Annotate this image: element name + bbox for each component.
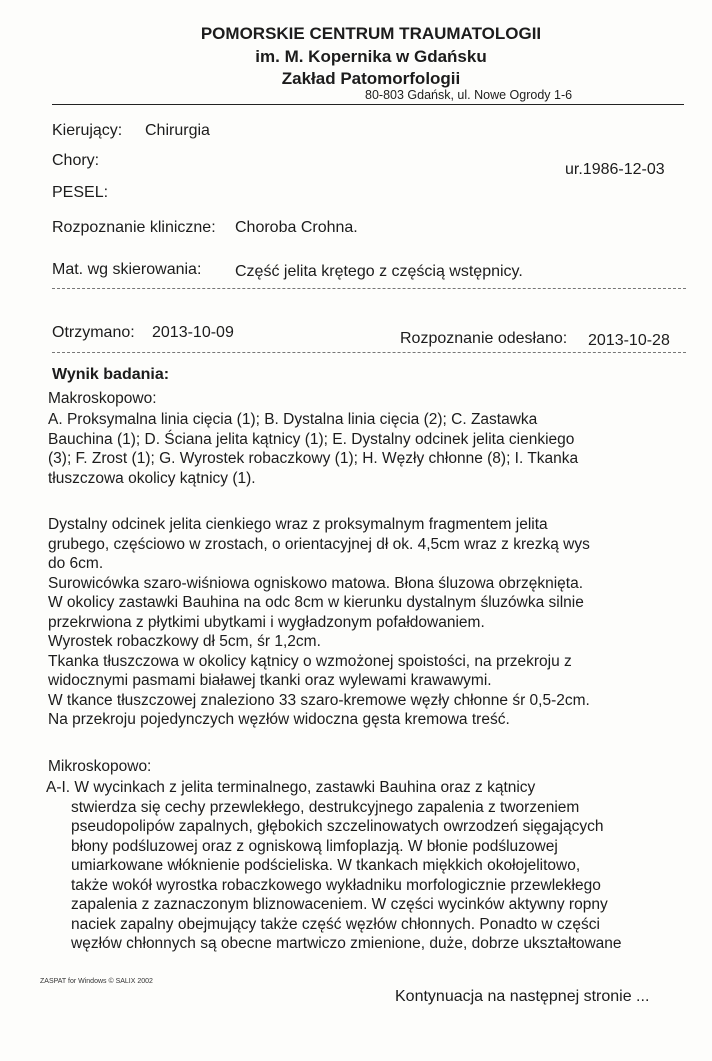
header-address: 80-803 Gdańsk, ul. Nowe Ogrody 1-6 (365, 88, 573, 102)
header-rule (52, 104, 684, 105)
header-line-1: POMORSKIE CENTRUM TRAUMATOLOGII (200, 24, 542, 43)
makro-desc-line: W tkance tłuszczowej znaleziono 33 szaro-kremowe węzły chłonne śr 0,5-2cm. (48, 691, 590, 709)
otrzymano-value: 2013-10-09 (152, 324, 234, 341)
makro-desc-line: Na przekroju pojedynczych węzłów widoczna gęsta kremowa treść. (48, 711, 510, 728)
pesel-label: PESEL: (52, 184, 109, 201)
rozpoznanie-kliniczne-label: Rozpoznanie kliniczne: (52, 219, 216, 236)
makro-list-line: A. Proksymalna linia cięcia (1); B. Dystalna linia cięcia (2); C. Zastawka (48, 411, 538, 428)
makro-desc-line: przekrwiona z płytkimi ubytkami i wygładzonym pofałdowaniem. (48, 613, 485, 631)
makro-desc-line: Tkanka tłuszczowa w okolicy kątnicy o wzmożonej spoistości, na przekroju z (48, 652, 572, 670)
birth-date: ur.1986-12-03 (565, 161, 665, 178)
material-rule (52, 288, 686, 289)
makro-desc-line: Surowicówka szaro-wiśniowa ogniskowo matowa. Błona śluzowa obrzęknięta. (48, 574, 583, 592)
mikro-heading: Mikroskopowo: (48, 758, 152, 775)
continuation-note: Kontynuacja na następnej stronie ... (395, 988, 650, 1005)
result-title: Wynik badania: (52, 366, 170, 383)
material-value: Część jelita krętego z częścią wstępnicy. (235, 263, 523, 280)
kierujacy-label: Kierujący: (52, 122, 123, 139)
makro-list (48, 410, 578, 488)
dates-rule (52, 352, 686, 353)
chory-label: Chory: (52, 152, 100, 169)
header-line-3: Zakład Patomorfologii (281, 69, 461, 88)
makro-list-line: Bauchina (1); D. Ściana jelita kątnicy (1); E. Dystalny odcinek jelita cienkiego (48, 430, 575, 448)
mikro-line: także wokół wyrostka robaczkowego wykładniku morfologicznie przewlekłego (71, 876, 601, 894)
makro-desc-line: do 6cm. (48, 555, 104, 572)
mikro-line: zapalenia z zaznaczonym bliznowaceniem. W części wycinków aktywny ropny (71, 896, 608, 913)
makro-list-line: (3); F. Zrost (1); G. Wyrostek robaczkowy (1); H. Węzły chłonne (8); I. Tkanka (48, 450, 579, 467)
mikro-line: błony podśluzowej oraz z ogniskową limfoplazją. W błonie podśluzowej (71, 837, 558, 855)
makro-desc-line: Wyrostek robaczkowy dł 5cm, śr 1,2cm. (48, 633, 321, 650)
makro-description (48, 515, 590, 730)
makro-desc-line: grubego, częściowo w zrostach, o orientacyjnej dł ok. 4,5cm wraz z krezką wys (48, 535, 590, 553)
mikro-line: A-I. W wycinkach z jelita terminalnego, zastawki Bauhina oraz z kątnicy (46, 779, 536, 796)
makro-heading: Makroskopowo: (48, 390, 157, 407)
rozpoznanie-kliniczne-value: Choroba Crohna. (235, 219, 358, 236)
kierujacy-value: Chirurgia (145, 122, 210, 139)
mikro-text (46, 778, 622, 954)
mikro-line: naciek zapalny obejmujący także część węzłów chłonnych. Ponadto w części (71, 915, 600, 933)
makro-list-line: tłuszczowa okolicy kątnicy (1). (48, 469, 256, 487)
mikro-line: pseudopolipów zapalnych, głębokich szczelinowatych owrzodzeń sięgających (71, 818, 604, 835)
material-label: Mat. wg skierowania: (52, 261, 202, 278)
otrzymano-label: Otrzymano: (52, 324, 135, 341)
odeslano-value: 2013-10-28 (588, 332, 670, 349)
makro-desc-line: widocznymi pasmami białawej tkanki oraz wylewami krawawymi. (48, 672, 492, 689)
mikro-line: umiarkowane włóknienie podścieliska. W tkankach miękkich okołojelitowo, (71, 857, 581, 874)
mikro-line: stwierdza się cechy przewlekłego, destrukcyjnego zapalenia z tworzeniem (71, 798, 580, 816)
mikro-line: węzłów chłonnych są obecne martwiczo zmienione, duże, dobrze ukształtowane (71, 935, 622, 952)
software-credit: ZASPAT for Windows © SALIX 2002 (40, 978, 153, 985)
makro-desc-line: W okolicy zastawki Bauhina na odc 8cm w kierunku dystalnym śluzówka silnie (48, 594, 584, 611)
makro-desc-line: Dystalny odcinek jelita cienkiego wraz z proksymalnym fragmentem jelita (48, 516, 548, 533)
header-line-2: im. M. Kopernika w Gdańsku (255, 47, 487, 66)
odeslano-label: Rozpoznanie odesłano: (400, 330, 568, 347)
